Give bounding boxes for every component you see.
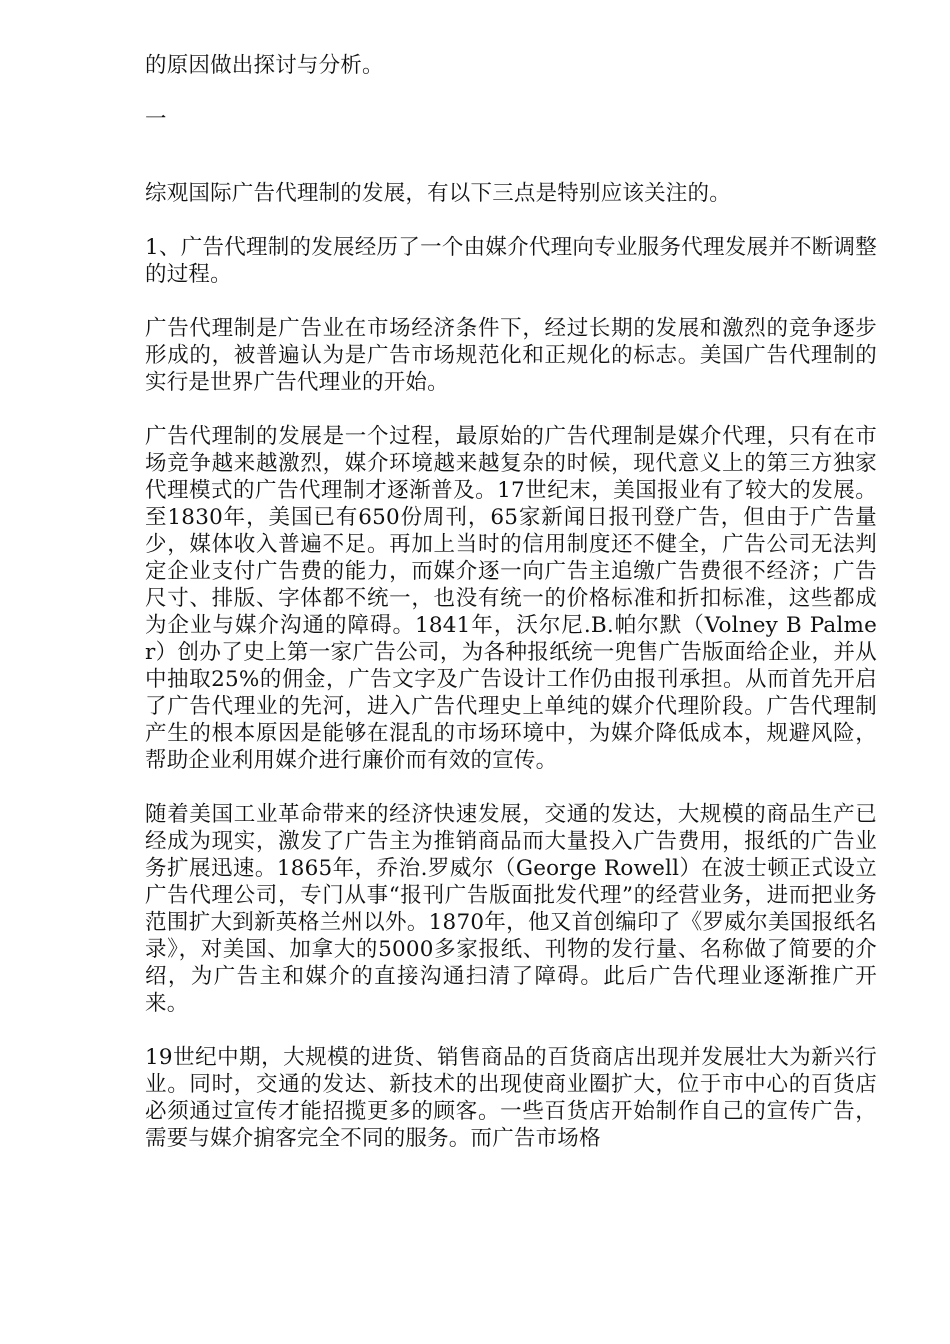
paragraph-point-one: 1、广告代理制的发展经历了一个由媒介代理向专业服务代理发展并不断调整的过程。 (145, 235, 877, 287)
paragraph-agency-definition: 广告代理制是广告业在市场经济条件下，经过长期的发展和激烈的竞争逐步形成的，被普遍认为是广告市场规范化和正规化的标志。美国广告代理制的实行是世界广告代理业的开始。 (145, 316, 877, 395)
paragraph-department-stores: 19世纪中期，大规模的进货、销售商品的百货商店出现并发展壮大为新兴行业。同时，交通的发达、新技术的出现使商业圈扩大，位于市中心的百货店必须通过宣传才能招揽更多的顾客。一些百货店开始制作自己的宣传广告，需要与媒介掮客完全不同的服务。而广告市场格 (145, 1045, 877, 1151)
paragraph-intro-tail: 的原因做出探讨与分析。 (145, 53, 384, 78)
document-body (145, 52, 877, 1179)
paragraph-agency-history: 广告代理制的发展是一个过程，最原始的广告代理制是媒介代理，只有在市场竞争越来越激烈，媒介环境越来越复杂的时候，现代意义上的第三方独家代理模式的广告代理制才逐渐普及。17世纪末，美国报业有了较大的发展。至1830年，美国已有650份周刊，65家新闻日报刊登广告，但由于广告量少，媒体收入普遍不足。再加上当时的信用制度还不健全，广告公司无法判定企业支付广告费的能力，而媒介逐一向广告主追缴广告费很不经济；广告尺寸、排版、字体都不统一，也没有统一的价格标准和折扣标准，这些都成为企业与媒介沟通的障碍。1841年，沃尔尼.B.帕尔默（Volney B Palmer）创办了史上第一家广告公司，为各种报纸统一兜售广告版面给企业，并从中抽取25%的佣金，广告文字及广告设计工作仍由报刊承担。从而首先开启了广告代理业的先河，进入广告代理史上单纯的媒介代理阶段。广告代理制产生的根本原因是能够在混乱的市场环境中，为媒介降低成本，规避风险，帮助企业利用媒介进行廉价而有效的宣传。 (145, 424, 877, 773)
section-number-one: 一 (145, 107, 167, 132)
paragraph-industrial-revolution: 随着美国工业革命带来的经济快速发展，交通的发达，大规模的商品生产已经成为现实，激发了广告主为推销商品而大量投入广告费用，报纸的广告业务扩展迅速。1865年，乔治.罗威尔（George Rowell）在波士顿正式设立广告代理公司，专门从事“报刊广告版面批发代理”的经营业务，进而把业务范围扩大到新英格兰州以外。1870年，他又首创编印了《罗威尔美国报纸名录》，对美国、加拿大的5000多家报纸、刊物的发行量、名称做了简要的介绍，为广告主和媒介的直接沟通扫清了障碍。此后广告代理业逐渐推广开来。 (145, 802, 877, 1016)
paragraph-overview: 综观国际广告代理制的发展，有以下三点是特别应该关注的。 (145, 181, 731, 206)
